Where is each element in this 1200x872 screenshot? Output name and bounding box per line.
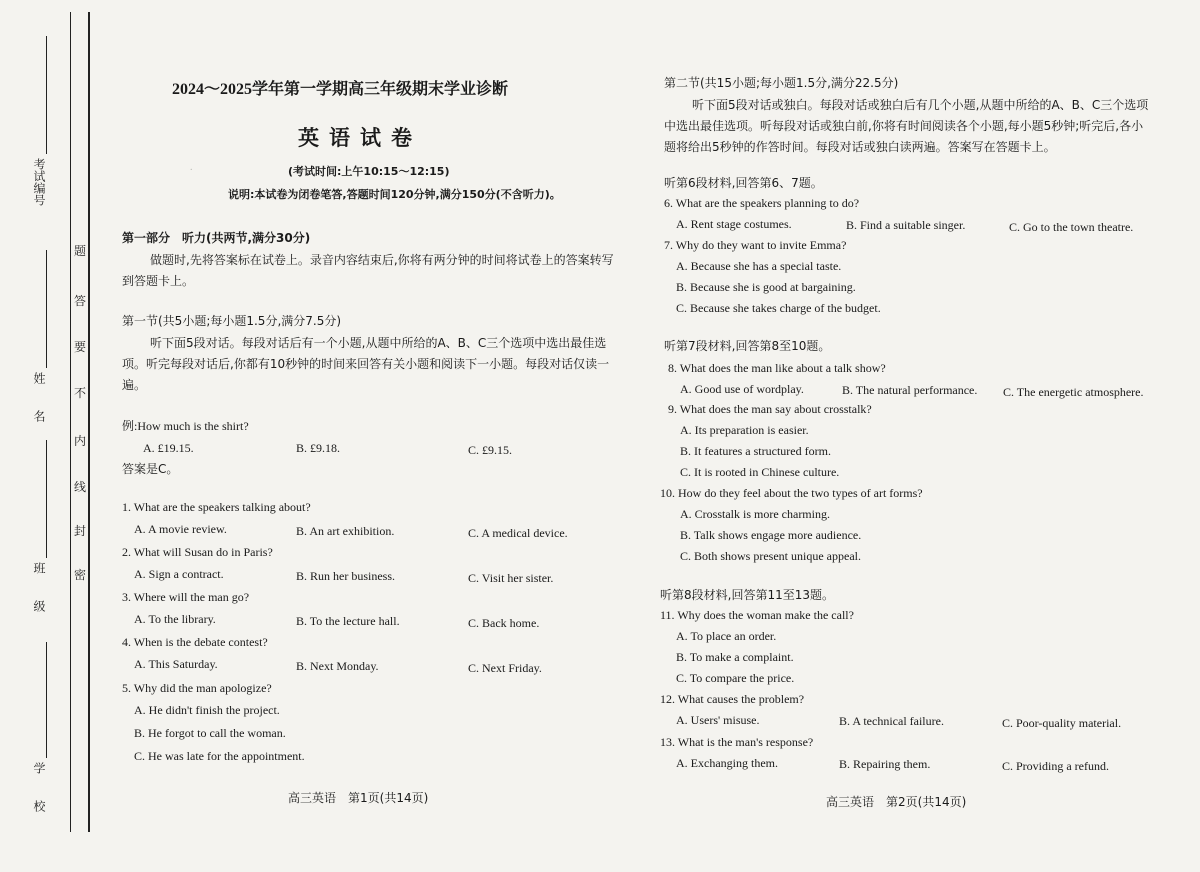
option-10c[interactable]: C. Both shows present unique appeal.: [680, 549, 861, 563]
school-blank[interactable]: [46, 642, 47, 758]
warning-char: 要: [74, 340, 87, 354]
option-9c[interactable]: C. It is rooted in Chinese culture.: [680, 465, 840, 479]
option-8c[interactable]: C. The energetic atmosphere.: [1003, 385, 1144, 399]
exam-note: 说明:本试卷为闭卷笔答,答题时间120分钟,满分150分(不含听力)。: [228, 188, 561, 201]
warning-char: 题: [74, 244, 87, 258]
option-12b[interactable]: B. A technical failure.: [839, 714, 944, 728]
example-answer: 答案是C。: [122, 462, 179, 476]
option-1c[interactable]: C. A medical device.: [468, 526, 568, 540]
option-4c[interactable]: C. Next Friday.: [468, 661, 542, 675]
page-1-footer: 高三英语 第1页(共14页): [288, 791, 429, 805]
option-5b[interactable]: B. He forgot to call the woman.: [134, 726, 286, 740]
option-1a[interactable]: A. A movie review.: [134, 522, 227, 536]
option-4a[interactable]: A. This Saturday.: [134, 657, 218, 671]
option-7a[interactable]: A. Because she has a special taste.: [676, 259, 842, 273]
option-9b[interactable]: B. It features a structured form.: [680, 444, 831, 458]
question-10: 10. How do they feel about the two types of art forms?: [660, 486, 923, 500]
example-option-c: C. £9.15.: [468, 443, 513, 457]
binding-inner-line: [88, 12, 90, 832]
section1-instructions: 听下面5段对话。每段对话后有一个小题,从题中所给的A、B、C三个选项中选出最佳选项。听完每段对话后,你都有10秒钟的时间来回答有关小题和阅读下一小题。每段对话仅读一遍。: [122, 336, 610, 392]
class-label: 班级: [32, 562, 46, 638]
option-8b[interactable]: B. The natural performance.: [842, 383, 978, 397]
group-6-intro: 听第6段材料,回答第6、7题。: [664, 176, 823, 190]
option-2a[interactable]: A. Sign a contract.: [134, 567, 224, 581]
question-2: 2. What will Susan do in Paris?: [122, 545, 273, 559]
option-12a[interactable]: A. Users' misuse.: [676, 713, 760, 727]
option-10b[interactable]: B. Talk shows engage more audience.: [680, 528, 862, 542]
question-13: 13. What is the man's response?: [660, 735, 814, 749]
option-3a[interactable]: A. To the library.: [134, 612, 216, 626]
option-7b[interactable]: B. Because she is good at bargaining.: [676, 280, 856, 294]
page-2-footer: 高三英语 第2页(共14页): [826, 795, 967, 809]
option-7c[interactable]: C. Because she takes charge of the budget.: [676, 301, 881, 315]
question-11: 11. Why does the woman make the call?: [660, 608, 854, 622]
option-12c[interactable]: C. Poor-quality material.: [1002, 716, 1122, 730]
binding-outer-line: [70, 12, 71, 832]
option-5c[interactable]: C. He was late for the appointment.: [134, 749, 305, 763]
option-2c[interactable]: C. Visit her sister.: [468, 571, 554, 585]
part-instructions: 做题时,先将答案标在试卷上。录音内容结束后,你将有两分钟的时间将试卷上的答案转写到答题卡上。: [122, 253, 614, 288]
warning-char: 答: [74, 294, 87, 308]
option-8a[interactable]: A. Good use of wordplay.: [680, 382, 804, 396]
option-11c[interactable]: C. To compare the price.: [676, 671, 795, 685]
option-6a[interactable]: A. Rent stage costumes.: [676, 217, 792, 231]
exam-time: (考试时间:上午10:15～12:15): [288, 165, 450, 178]
question-3: 3. Where will the man go?: [122, 590, 250, 604]
warning-char: 线: [74, 480, 87, 494]
option-4b[interactable]: B. Next Monday.: [296, 659, 379, 673]
option-13b[interactable]: B. Repairing them.: [839, 757, 931, 771]
option-10a[interactable]: A. Crosstalk is more charming.: [680, 507, 830, 521]
name-label: 姓名: [32, 372, 46, 448]
option-5a[interactable]: A. He didn't finish the project.: [134, 703, 280, 717]
question-7: 7. Why do they want to invite Emma?: [664, 238, 847, 252]
question-4: 4. When is the debate contest?: [122, 635, 268, 649]
option-2b[interactable]: B. Run her business.: [296, 569, 395, 583]
option-11b[interactable]: B. To make a complaint.: [676, 650, 794, 664]
class-blank[interactable]: [46, 440, 47, 558]
option-3c[interactable]: C. Back home.: [468, 616, 540, 630]
option-1b[interactable]: B. An art exhibition.: [296, 524, 395, 538]
option-6b[interactable]: B. Find a suitable singer.: [846, 218, 966, 232]
question-5: 5. Why did the man apologize?: [122, 681, 272, 695]
school-label: 学校: [32, 762, 46, 838]
option-6c[interactable]: C. Go to the town theatre.: [1009, 220, 1134, 234]
question-6: 6. What are the speakers planning to do?: [664, 196, 860, 210]
example-option-b: B. £9.18.: [296, 441, 341, 455]
show-through-text: .: [190, 162, 193, 173]
example-option-a: A. £19.15.: [143, 441, 194, 455]
part-title: 第一部分 听力(共两节,满分30分): [122, 231, 311, 245]
option-13c[interactable]: C. Providing a refund.: [1002, 759, 1109, 773]
warning-char: 内: [74, 434, 87, 448]
question-8: 8. What does the man like about a talk show?: [668, 361, 886, 375]
subject-title: 英语试卷: [298, 126, 422, 150]
option-3b[interactable]: B. To the lecture hall.: [296, 614, 400, 628]
question-12: 12. What causes the problem?: [660, 692, 805, 706]
section1-title: 第一节(共5小题;每小题1.5分,满分7.5分): [122, 314, 342, 328]
option-13a[interactable]: A. Exchanging them.: [676, 756, 778, 770]
group-8-intro: 听第8段材料,回答第11至13题。: [660, 588, 834, 602]
example-question: 例:How much is the shirt?: [122, 419, 249, 433]
option-9a[interactable]: A. Its preparation is easier.: [680, 423, 809, 437]
question-9: 9. What does the man say about crosstalk?: [668, 402, 872, 416]
warning-char: 不: [74, 386, 87, 400]
name-blank[interactable]: [46, 250, 47, 368]
question-1: 1. What are the speakers talking about?: [122, 500, 311, 514]
group-7-intro: 听第7段材料,回答第8至10题。: [664, 339, 831, 353]
section2-instructions: 听下面5段对话或独白。每段对话或独白后有几个小题,从题中所给的A、B、C三个选项中选出最佳选项。听每段对话或独白前,你将有时间阅读各个小题,每小题5秒钟;听完后,各小题将给出5秒钟的作答时间。每段对话或独白读两遍。答案写在答题卡上。: [664, 98, 1149, 154]
warning-char: 密: [74, 568, 87, 582]
warning-char: 封: [74, 524, 87, 538]
exam-number-blank[interactable]: [46, 36, 47, 154]
exam-title: 2024～2025学年第一学期高三年级期末学业诊断: [172, 81, 509, 98]
section2-title: 第二节(共15小题;每小题1.5分,满分22.5分): [664, 76, 899, 90]
option-11a[interactable]: A. To place an order.: [676, 629, 777, 643]
exam-number-label: 考试编号: [32, 158, 46, 206]
